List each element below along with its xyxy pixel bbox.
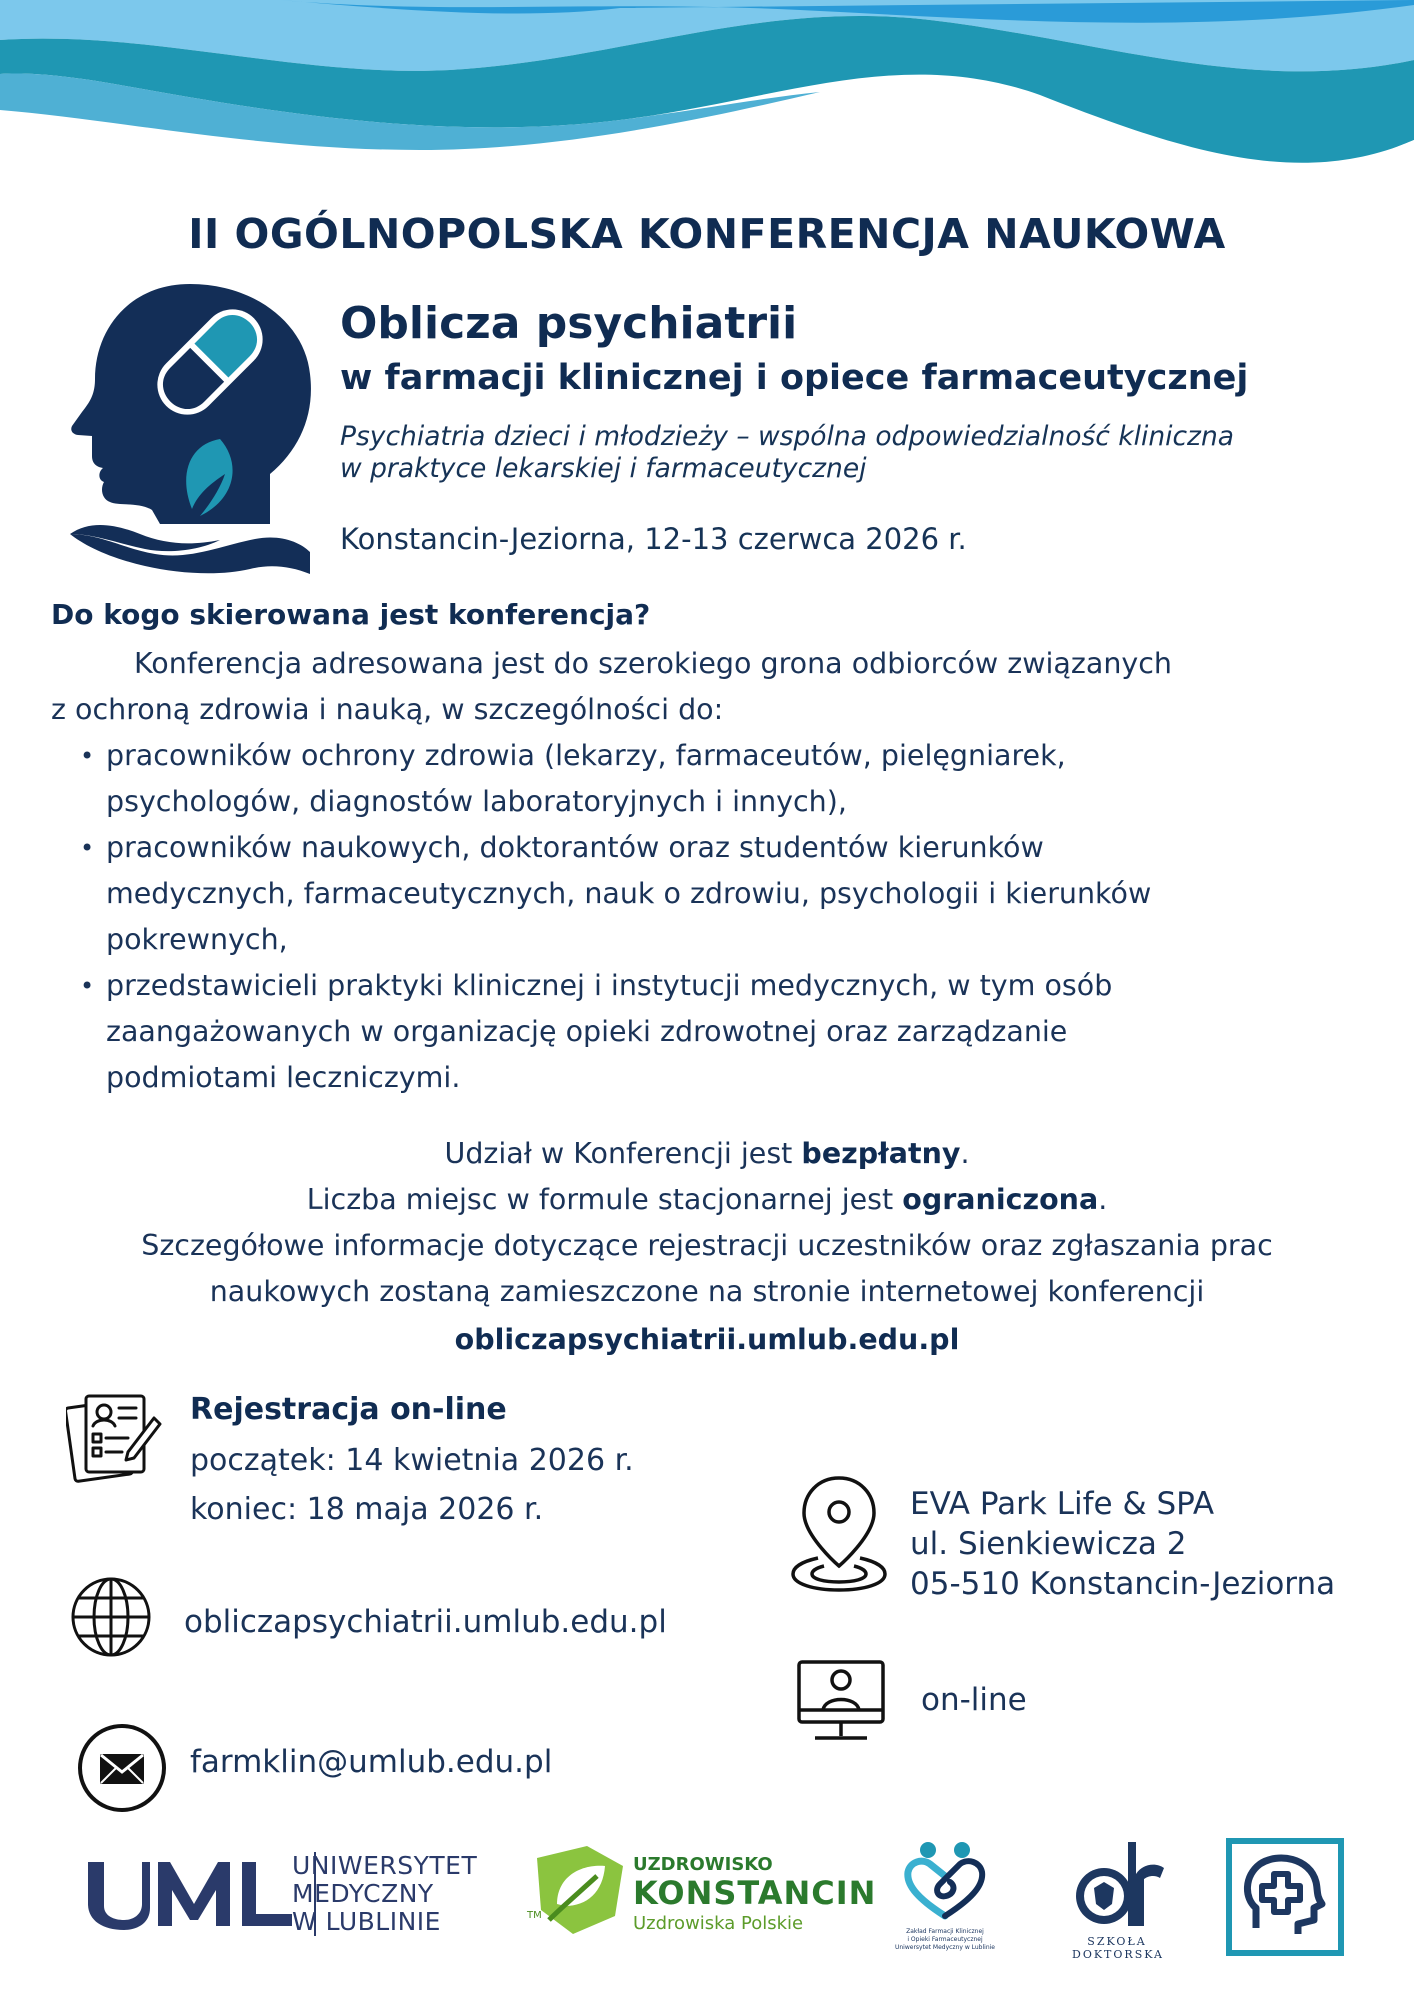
mail-icon — [76, 1722, 168, 1814]
venue-street: ul. Sienkiewicza 2 — [910, 1526, 1187, 1562]
online-text: on-line — [921, 1682, 1027, 1718]
venue-name: EVA Park Life & SPA — [910, 1486, 1215, 1522]
szkola-line2: DOKTORSKA — [1072, 1948, 1164, 1961]
document-form-icon — [66, 1392, 166, 1484]
place-date: Konstancin-Jeziorna, 12-13 czerwca 2026 r. — [340, 522, 967, 556]
mental-health-cross-logo-icon — [1226, 1838, 1344, 1956]
globe-icon — [70, 1576, 152, 1658]
participation-free-text: Udział w Konferencji jest — [444, 1137, 802, 1170]
conference-subtitle — [340, 421, 1360, 485]
uml-logo-icon — [86, 1852, 316, 1936]
location-pin-icon — [790, 1474, 888, 1594]
participation-free — [0, 1131, 1414, 1177]
list-item — [76, 825, 1376, 963]
main-heading: II OGÓLNOPOLSKA KONFERENCJA NAUKOWA — [188, 210, 1226, 258]
uzdrowisko-leaf-icon — [527, 1840, 627, 1940]
subtitle-line1: Psychiatria dzieci i młodzieży – wspólna odpowiedzialność kliniczna — [340, 421, 1234, 452]
uml-logo-text — [292, 1852, 477, 1936]
audience-question: Do kogo skierowana jest konferencja? — [51, 598, 651, 631]
zaklad-logo-text — [880, 1928, 1010, 1952]
uzdrowisko-line2: KONSTANCIN — [633, 1874, 877, 1912]
heart-people-icon — [900, 1840, 990, 1924]
monitor-user-icon — [795, 1656, 887, 1748]
participation-details-line2: naukowych zostaną zamieszczone na stronie internetowej konferencji — [209, 1275, 1205, 1308]
email-text[interactable]: farmklin@umlub.edu.pl — [190, 1744, 553, 1780]
uml-line3: W LUBLINIE — [292, 1907, 441, 1936]
list-item-line: • pracowników naukowych, doktorantów oraz studentów kierunków — [106, 831, 1044, 864]
uzdrowisko-line1: UZDROWISKO — [633, 1854, 773, 1875]
website-text[interactable]: obliczapsychiatrii.umlub.edu.pl — [184, 1604, 667, 1640]
venue-city: 05-510 Konstancin-Jeziorna — [910, 1566, 1336, 1602]
list-item-line: podmiotami leczniczymi. — [106, 1061, 461, 1094]
uml-line1: UNIWERSYTET — [292, 1851, 478, 1880]
zaklad-line1: Zakład Farmacji Klinicznej — [906, 1928, 984, 1935]
zaklad-line2: i Opieki Farmaceutycznej — [907, 1936, 983, 1943]
participation-limited — [0, 1177, 1414, 1223]
doctoral-school-logo-icon — [1072, 1838, 1168, 1930]
conference-title-line2: w farmacji klinicznej i opiece farmaceutycznej — [340, 358, 1249, 398]
registration-end: koniec: 18 maja 2026 r. — [190, 1492, 544, 1527]
subtitle-line2: w praktyce lekarskiej i farmaceutycznej — [340, 453, 867, 484]
conference-website-link[interactable]: obliczapsychiatrii.umlub.edu.pl — [454, 1323, 960, 1356]
list-item-line: • przedstawicieli praktyki klinicznej i instytucji medycznych, w tym osób — [106, 969, 1113, 1002]
venue-address — [910, 1484, 1335, 1604]
doctoral-school-text — [1072, 1935, 1162, 1961]
participation-limited-bold: ograniczona — [902, 1183, 1099, 1216]
uzdrowisko-tm: TM — [527, 1910, 542, 1921]
uml-line2: MEDYCZNY — [292, 1879, 434, 1908]
list-item — [76, 963, 1376, 1101]
conference-title: Oblicza psychiatrii — [340, 298, 798, 349]
audience-intro-line1: Konferencja adresowana jest do szerokiego grona odbiorców związanych — [134, 647, 1172, 680]
participation-limited-suffix: . — [1098, 1183, 1108, 1216]
list-item-line: psychologów, diagnostów laboratoryjnych i innych), — [106, 785, 847, 818]
audience-intro-line2: z ochroną zdrowia i nauką, w szczególności do: — [51, 693, 724, 726]
participation-free-bold: bezpłatny — [801, 1137, 961, 1170]
list-item — [76, 733, 1376, 825]
list-item-line: • pracowników ochrony zdrowia (lekarzy, farmaceutów, pielęgniarek, — [106, 739, 1066, 772]
participation-details-line1: Szczegółowe informacje dotyczące rejestracji uczestników oraz zgłaszania prac — [141, 1229, 1273, 1262]
header-waves — [0, 0, 1414, 200]
registration-start: początek: 14 kwietnia 2026 r. — [190, 1443, 634, 1478]
audience-list — [76, 733, 1376, 1101]
head-logo-icon — [70, 284, 320, 574]
szkola-line1: SZKOŁA — [1087, 1935, 1147, 1948]
participation-limited-text: Liczba miejsc w formule stacjonarnej jest — [306, 1183, 903, 1216]
list-item-line: medycznych, farmaceutycznych, nauk o zdrowiu, psychologii i kierunków — [106, 877, 1152, 910]
registration-title: Rejestracja on-line — [190, 1392, 507, 1427]
uzdrowisko-line3: Uzdrowiska Polskie — [633, 1913, 804, 1934]
zaklad-line3: Uniwersytet Medyczny w Lublinie — [894, 1944, 995, 1951]
list-item-line: pokrewnych, — [106, 923, 288, 956]
participation-free-suffix: . — [960, 1137, 970, 1170]
list-item-line: zaangażowanych w organizację opieki zdrowotnej oraz zarządzanie — [106, 1015, 1068, 1048]
